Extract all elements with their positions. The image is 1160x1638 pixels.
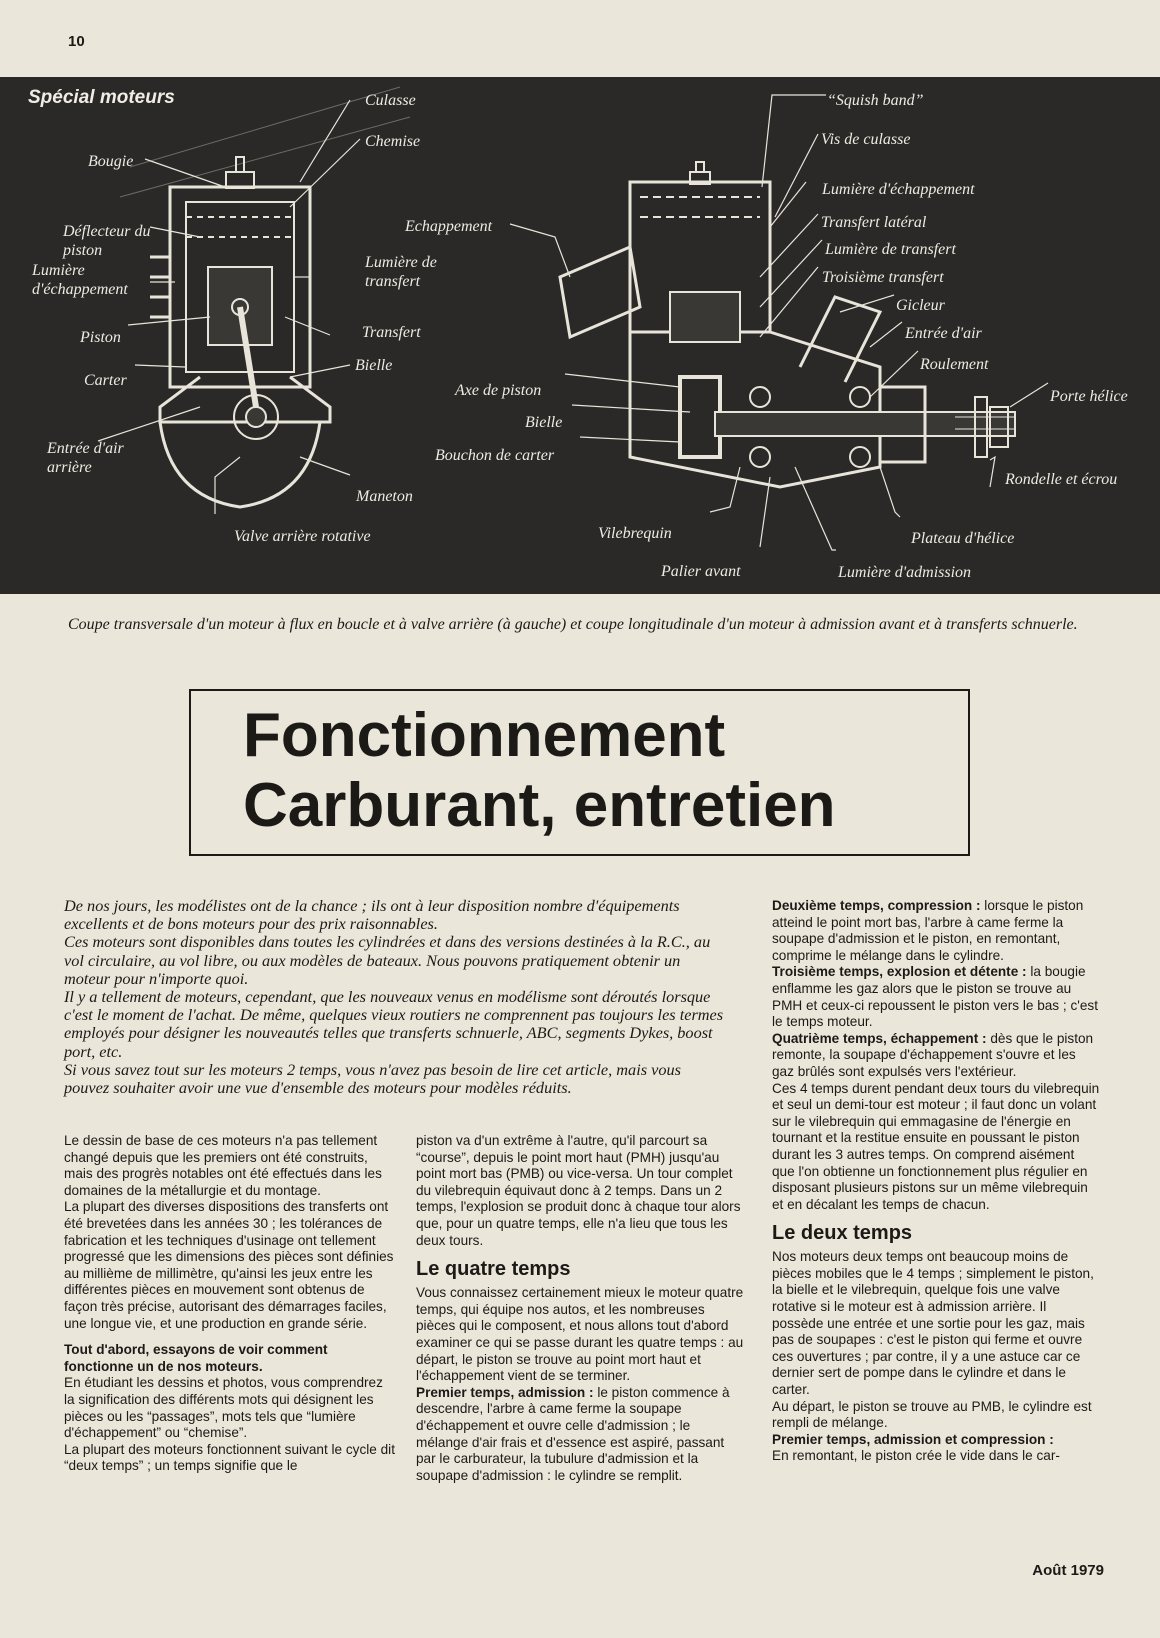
issue-date: Août 1979 [1032, 1562, 1104, 1579]
label-entree-air: Entrée d'air [905, 325, 982, 342]
label-lumiere-transfert-right: Lumière de transfert [825, 241, 956, 258]
page-number: 10 [68, 33, 85, 50]
body-paragraph: En remontant, le piston crée le vide dans le car- [772, 1448, 1060, 1464]
article-title-line-1: Fonctionnement [243, 701, 726, 770]
body-paragraph: Au départ, le piston se trouve au PMB, le cylindre est rempli de mélange. [772, 1398, 1092, 1431]
body-paragraph: Vous connaissez certainement mieux le moteur quatre temps, qui équipe nos autos, et les nombreuses pièces qui le composent, et nous allons tout d'abord examiner ce qui se passe durant les quatre temps : au départ, le piston se trouve au point mort haut et l'échappement vient de se terminer. [416, 1285, 744, 1384]
label-chemise: Chemise [365, 133, 421, 150]
engine-drawings [0, 77, 1160, 594]
label-deflecteur-1: Déflecteur du [63, 223, 151, 240]
label-transfert-lateral: Transfert latéral [821, 214, 927, 231]
label-deflecteur-2: piston [63, 242, 103, 259]
body-paragraph: En étudiant les dessins et photos, vous comprendrez la signification des différents mots qui désignent les pièces ou les “passages”, mots tels que “lumière d'échappement” ou “chemise”. [64, 1375, 383, 1441]
body-paragraph: La plupart des moteurs fonctionnent suivant le cycle dit “deux temps” ; un temps signifie que le [64, 1441, 395, 1474]
body-paragraph [772, 1031, 1100, 1081]
body-paragraph: piston va d'un extrême à l'autre, qu'il parcourt sa “course”, depuis le point mort haut (PMH) jusqu'au point mort bas (PMB) ou vice-versa. Un tour complet du vilebrequin équivaut donc à 2 temps. Dans un 2 temps, l'explosion se produit donc à chaque tour alors que, pour un quatre temps, elle n'a lieu que tous les deux tours. [416, 1133, 741, 1248]
runin-text: lorsque le piston atteind le point mort bas, l'arbre à came ferme la soupape d'admission et le piston, en remontant, comprime le mélange dans le cylindre. [772, 898, 1084, 963]
label-bielle-left: Bielle [355, 357, 393, 374]
label-lumiere-echappement-2: d'échappement [32, 281, 128, 298]
label-porte-helice: Porte hélice [1050, 388, 1128, 405]
label-lumiere-admission: Lumière d'admission [838, 564, 972, 581]
runin-text: dès que le piston remonte, la soupape d'échappement s'ouvre et les gaz brûlés sont expulsés vers l'extérieur. [772, 1030, 1094, 1079]
label-rondelle-ecrou: Rondelle et écrou [1005, 471, 1118, 488]
label-troisieme-transfert: Troisième transfert [822, 269, 944, 286]
label-axe-de-piston: Axe de piston [455, 382, 542, 399]
intro-paragraph: Ces moteurs sont disponibles dans toutes les cylindrées et dans des versions destinées à la R.C., au vol circulaire, au vol libre, ou aux modèles de bateaux. Nous pouvons pratiquement obtenir un moteur pour n'importe quoi. [64, 932, 711, 988]
label-lumiere-transfert-1: Lumière de [365, 254, 437, 271]
label-plateau-helice: Plateau d'hélice [911, 530, 1015, 547]
body-paragraph [772, 964, 1100, 1030]
runin-text: la bougie enflamme les gaz alors que le piston se trouve au PMH et ceux-ci repoussent le piston vers le bas ; c'est le temps moteur. [772, 964, 1098, 1030]
label-bouchon-de-carter: Bouchon de carter [435, 447, 555, 464]
runin-heading: Troisième temps, explosion et détente : [772, 964, 1027, 980]
body-column-1 [64, 1133, 396, 1475]
runin-heading: Quatrième temps, échappement : [772, 1030, 987, 1046]
label-lumiere-echappement-right: Lumière d'échappement [822, 181, 975, 198]
label-palier-avant: Palier avant [661, 563, 741, 580]
intro-paragraph: Si vous savez tout sur les moteurs 2 temps, vous n'avez pas besoin de lire cet article, mais vous pouvez souhaiter avoir une vue d'ensemble des moteurs pour modèles réduits. [64, 1059, 681, 1098]
body-paragraph [416, 1385, 746, 1485]
body-paragraph: La plupart des diverses dispositions des transferts ont été brevetées dans les années 30 ; les tolérances de fabrication et les techniques d'usinage ont tellement progressé que les dimensions des pièces sont définies au millième de millimètre, qu'ainsi les jeux entre les différentes pièces en mouvement sont obtenus de façon très précise, autorisant des démarrages faciles, une longue vie, et une production en grande série. [64, 1199, 394, 1331]
section-heading-quatre-temps: Le quatre temps [416, 1258, 571, 1281]
subheading: Tout d'abord, essayons de voir comment fonctionne un de nos moteurs. [64, 1342, 328, 1374]
subheading: Premier temps, admission et compression : [772, 1431, 1054, 1447]
label-gicleur: Gicleur [896, 297, 945, 314]
body-paragraph: Le dessin de base de ces moteurs n'a pas tellement changé depuis que les premiers ont été construits, mais des progrès notables ont été effectués dans les domaines de la métallurgie et du montage. [64, 1133, 382, 1198]
label-culasse: Culasse [365, 92, 416, 109]
article-title-line-2: Carburant, entretien [243, 771, 836, 840]
body-column-3 [772, 898, 1100, 1465]
label-vis-culasse: Vis de culasse [821, 131, 911, 148]
body-column-2 [416, 1133, 746, 1484]
body-paragraph [772, 898, 1100, 964]
label-piston: Piston [80, 329, 121, 346]
label-maneton: Maneton [356, 488, 413, 505]
label-carter: Carter [84, 372, 127, 389]
runin-heading: Deuxième temps, compression : [772, 898, 981, 913]
label-squish-band: “Squish band” [827, 92, 924, 109]
label-vilebrequin: Vilebrequin [598, 525, 672, 542]
label-transfert: Transfert [362, 324, 421, 341]
label-bougie: Bougie [88, 153, 134, 170]
label-entree-air-arriere-1: Entrée d'air [47, 440, 124, 457]
body-paragraph: Nos moteurs deux temps ont beaucoup moins de pièces mobiles que le 4 temps ; simplement le piston, la bielle et le vilebrequin, quelque fois une valve rotative si le moteur est à admission arrière. Il possède une entrée et une sortie pour les gaz, mais pas de soupapes : c'est le piston qui ferme et ouvre ces ouvertures ; par contre, il y a une astuce car ce dernier sert de pompe dans le cylindre et dans le carter. [772, 1249, 1094, 1398]
label-bielle-right: Bielle [525, 414, 563, 431]
runin-heading: Premier temps, admission : [416, 1384, 594, 1400]
label-lumiere-transfert-2: transfert [365, 273, 421, 290]
figure-caption: Coupe transversale d'un moteur à flux en boucle et à valve arrière (à gauche) et coupe longitudinale d'un moteur à admission avant et à transferts schnuerle. [68, 616, 1078, 633]
intro-paragraph: De nos jours, les modélistes ont de la chance ; ils ont à leur disposition nombre d'équipements excellents et de bons moteurs pour des prix raisonnables. [64, 896, 680, 934]
intro-paragraph: Il y a tellement de moteurs, cependant, que les nouveaux venus en modélisme sont déroutés lorsque c'est le moment de l'achat. De même, quelques vieux routiers ne comprennent pas toujours les termes employés pour désigner les nouveautés telles que transferts schnuerle, ABC, segments Dykes, boost port, etc. [64, 987, 724, 1061]
label-entree-air-arriere-2: arrière [47, 459, 92, 476]
article-intro [64, 897, 724, 1097]
article-title-box [189, 689, 970, 856]
label-echappement: Echappement [405, 218, 493, 235]
runin-text: le piston commence à descendre, l'arbre à came ferme la soupape d'échappement et ouvre celle d'admission ; le mélange d'air frais et d'essence est aspiré, passant par le carburateur, la tubulure d'admission et la soupape d'admission : le cylindre se remplit. [416, 1384, 730, 1483]
body-paragraph: Ces 4 temps durent pendant deux tours du vilebrequin et seul un demi-tour est moteur ; il faut donc un volant sur le vilebrequin qui emmagasine de l'énergie en tournant et la restitue ensuite en poussant le piston durant les 3 autres temps. On comprend aisément que l'on obtienne un fonctionnement plus régulier en disposant plusieurs pistons sur un même vilebrequin et en décalant les temps de chacun. [772, 1080, 1100, 1212]
label-roulement: Roulement [920, 356, 989, 373]
engine-cutaway-figure [0, 77, 1160, 594]
label-lumiere-echappement-1: Lumière [32, 262, 85, 279]
label-valve-arriere: Valve arrière rotative [234, 528, 371, 545]
section-tag: Spécial moteurs [28, 87, 175, 108]
section-heading-deux-temps: Le deux temps [772, 1222, 913, 1245]
